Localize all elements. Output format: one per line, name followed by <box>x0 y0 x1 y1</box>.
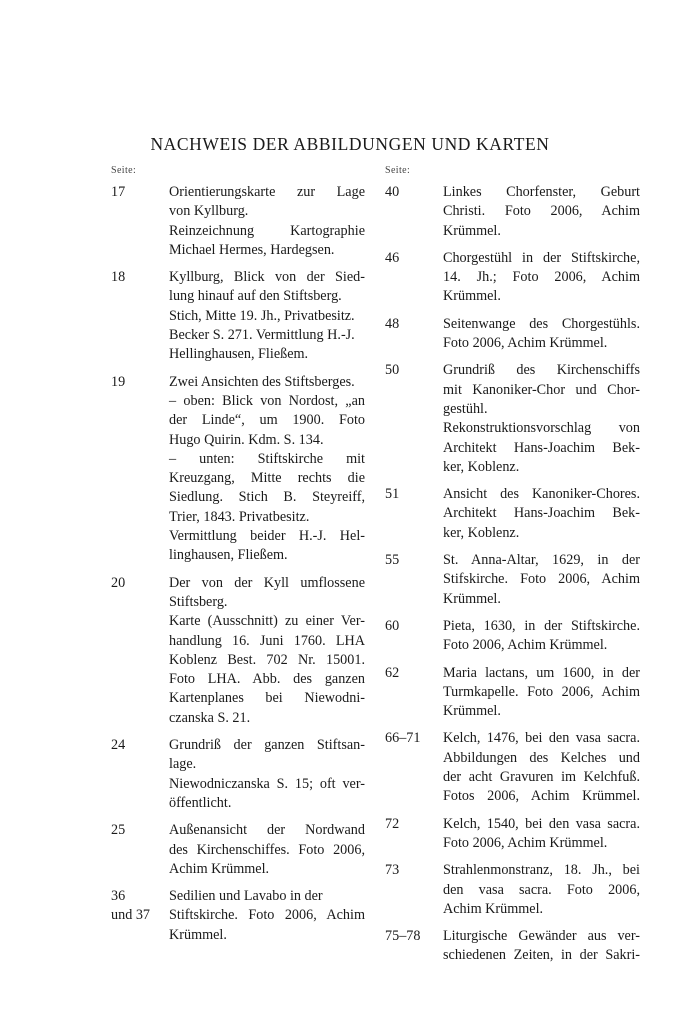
description-line: Achim Krümmel. <box>443 900 544 917</box>
description-line: Außenansicht der Nordwand <box>169 822 365 839</box>
page-number: 55 <box>385 552 400 569</box>
description-line: des Kirchenschiffes. Foto 2006, <box>169 841 365 858</box>
page-number: 19 <box>111 373 126 390</box>
description-line: Strahlenmonstranz, 18. Jh., bei <box>443 862 640 879</box>
description-line: Reinzeichnung Kartographie <box>169 222 365 239</box>
page-number: 25 <box>111 822 126 839</box>
description-line: handlung 16. Juni 1760. LHA <box>169 632 365 649</box>
description-line: czanska S. 21. <box>169 709 251 726</box>
description-line: Linkes Chorfenster, Geburt <box>443 184 640 200</box>
description-line: mit Kanoniker-Chor und Chor- <box>443 381 640 398</box>
index-entry <box>385 551 640 609</box>
index-entry <box>385 617 640 656</box>
page-reference <box>385 815 443 854</box>
description-line: Kartenplanes bei Niewodni- <box>169 690 365 707</box>
description-line: Ansicht des Kanoniker-Chores. <box>443 486 640 503</box>
index-entry <box>385 315 640 354</box>
left-column <box>111 165 365 953</box>
illustration-description <box>443 861 640 919</box>
page-number: 66–71 <box>385 730 421 747</box>
description-line: Stich, Mitte 19. Jh., Privatbesitz. <box>169 307 355 324</box>
page-reference <box>385 664 443 722</box>
description-line: Krümmel. <box>169 926 227 943</box>
index-entry <box>385 485 640 543</box>
description-line: Christi. Foto 2006, Achim <box>443 203 640 220</box>
description-line: Krümmel. <box>443 288 501 305</box>
description-line: ker, Koblenz. <box>443 524 520 541</box>
page-reference <box>111 887 169 945</box>
page-number: 73 <box>385 862 400 879</box>
description-line: lung hinauf auf den Stiftsberg. <box>169 288 342 305</box>
description-line: Foto 2006, Achim Krümmel. <box>443 335 608 352</box>
page-reference <box>385 927 443 966</box>
description-line: Krümmel. <box>443 703 501 720</box>
description-line: Orientierungskarte zur Lage <box>169 184 365 200</box>
illustration-description <box>443 617 640 656</box>
description-line: Achim Krümmel. <box>169 860 270 877</box>
illustration-description <box>169 268 365 364</box>
description-line: Sedilien und Lavabo in der <box>169 888 323 905</box>
illustration-description <box>169 373 365 566</box>
illustration-description <box>443 485 640 543</box>
page-number: 60 <box>385 617 400 634</box>
description-line: Foto LHA. Abb. des ganzen <box>169 671 365 688</box>
description-line: Koblenz Best. 702 Nr. 15001. <box>169 651 365 668</box>
description-line: von Kyllburg. <box>169 203 249 220</box>
description-line: Krümmel. <box>443 222 501 239</box>
index-entry <box>111 821 365 879</box>
index-entry <box>111 268 365 364</box>
description-line: öffentlicht. <box>169 794 232 811</box>
description-line: Michael Hermes, Hardegsen. <box>169 241 335 258</box>
page-reference <box>385 485 443 543</box>
illustration-description <box>169 736 365 813</box>
index-entry <box>111 373 365 566</box>
illustration-description <box>169 887 365 945</box>
page-reference <box>111 574 169 728</box>
index-entry <box>385 729 640 806</box>
page-number: 24 <box>111 737 126 754</box>
illustration-description <box>443 249 640 307</box>
illustration-description <box>443 815 640 854</box>
description-line: Stiftsberg. <box>169 593 228 610</box>
illustration-description <box>443 664 640 722</box>
description-line: Becker S. 271. Vermittlung H.-J. <box>169 327 355 344</box>
index-entry <box>385 861 640 919</box>
column-label-seite: Seite: <box>111 165 137 176</box>
index-entry <box>385 249 640 307</box>
description-line: lage. <box>169 756 197 773</box>
description-line: linghausen, Fließem. <box>169 547 288 564</box>
page-reference <box>385 361 443 477</box>
right-column <box>385 165 640 974</box>
description-line: Liturgische Gewänder aus ver- <box>443 928 640 945</box>
column-label-seite: Seite: <box>385 165 411 176</box>
description-line: – unten: Stiftskirche mit <box>169 450 365 467</box>
description-line: Chorgestühl in der Stiftskirche, <box>443 249 640 266</box>
index-entry <box>385 183 640 241</box>
description-line: der Linde“, um 1900. Foto <box>169 412 365 429</box>
page-number: 50 <box>385 362 400 379</box>
page-reference <box>111 821 169 879</box>
illustration-description <box>443 729 640 806</box>
right-entries <box>385 183 640 966</box>
description-line: Grundriß der ganzen Stiftsan- <box>169 737 365 754</box>
description-line: Fotos 2006, Achim Krümmel. <box>443 788 640 805</box>
page-number: 20 <box>111 574 126 591</box>
description-line: Kelch, 1540, bei den vasa sacra. <box>443 815 640 832</box>
description-line: schiedenen Zeiten, in der Sakri- <box>443 947 640 964</box>
description-line: Hugo Quirin. Kdm. S. 134. <box>169 431 324 448</box>
index-entry <box>385 361 640 477</box>
page-number: 36 <box>111 888 126 905</box>
index-entry <box>111 183 365 260</box>
index-entry <box>385 664 640 722</box>
description-line: Grundriß des Kirchenschiffs <box>443 362 640 379</box>
description-line: Abbildungen des Kelches und <box>443 749 640 766</box>
illustration-description <box>169 821 365 879</box>
description-line: Siedlung. Stich B. Steyreiff, <box>169 489 365 506</box>
description-line: St. Anna-Altar, 1629, in der <box>443 552 640 569</box>
description-line: Turmkapelle. Foto 2006, Achim <box>443 683 640 700</box>
page-number: 40 <box>385 184 400 200</box>
page-reference <box>385 183 443 241</box>
description-line: Foto 2006, Achim Krümmel. <box>443 834 608 851</box>
description-line: Rekonstruktionsvorschlag von <box>443 420 640 437</box>
description-line: Kyllburg, Blick von der Sied- <box>169 269 365 286</box>
index-entry <box>385 815 640 854</box>
description-line: ker, Koblenz. <box>443 458 520 475</box>
description-line: Zwei Ansichten des Stiftsberges. <box>169 373 355 390</box>
illustration-description <box>169 574 365 728</box>
description-line: der acht Gravuren im Kelchfuß. <box>443 769 640 786</box>
page-title: NACHWEIS DER ABBILDUNGEN UND KARTEN <box>150 134 550 154</box>
page-reference <box>385 551 443 609</box>
illustration-description <box>443 315 640 354</box>
index-entry <box>111 887 365 945</box>
description-line: Vermittlung beider H.-J. Hel- <box>169 528 365 545</box>
page-reference <box>111 268 169 364</box>
description-line: Der von der Kyll umflossene <box>169 574 365 591</box>
description-line: Seitenwange des Chorgestühls. <box>443 315 640 332</box>
description-line: Kelch, 1476, bei den vasa sacra. <box>443 730 640 747</box>
description-line: – oben: Blick von Nordost, „an <box>169 392 365 409</box>
page-reference <box>385 729 443 806</box>
description-line: Pieta, 1630, in der Stiftskirche. <box>443 617 640 634</box>
page-number: 18 <box>111 269 126 286</box>
illustration-description <box>443 551 640 609</box>
page-reference <box>111 373 169 566</box>
page-number: und 37 <box>111 907 151 924</box>
description-line: Trier, 1843. Privatbesitz. <box>169 508 310 525</box>
description-line: Architekt Hans-Joachim Bek- <box>443 505 640 522</box>
description-line: Foto 2006, Achim Krümmel. <box>443 637 608 654</box>
page-reference <box>385 315 443 354</box>
page-number: 17 <box>111 184 126 200</box>
index-entry <box>111 574 365 728</box>
page-number: 72 <box>385 815 400 832</box>
description-line: Stifskirche. Foto 2006, Achim <box>443 571 640 588</box>
description-line: Karte (Ausschnitt) zu einer Ver- <box>169 613 365 630</box>
description-line: Krümmel. <box>443 590 501 607</box>
illustration-description <box>443 927 640 966</box>
page-number: 62 <box>385 664 400 681</box>
page-number: 46 <box>385 249 400 266</box>
index-entry <box>385 927 640 966</box>
illustration-description <box>443 361 640 477</box>
page-number: 51 <box>385 486 400 503</box>
page-reference <box>385 861 443 919</box>
description-line: den vasa sacra. Foto 2006, <box>443 881 640 898</box>
page-number: 75–78 <box>385 928 421 945</box>
description-line: Hellinghausen, Fließem. <box>169 346 309 363</box>
page-number: 48 <box>385 315 400 332</box>
page-reference <box>111 736 169 813</box>
description-line: Niewodniczanska S. 15; oft ver- <box>169 775 365 792</box>
page-reference <box>385 617 443 656</box>
description-line: Architekt Hans-Joachim Bek- <box>443 439 640 456</box>
description-line: 14. Jh.; Foto 2006, Achim <box>443 269 640 286</box>
page-reference <box>385 249 443 307</box>
illustration-description <box>443 183 640 241</box>
description-line: Kreuzgang, Mitte rechts die <box>169 470 365 487</box>
index-entry <box>111 736 365 813</box>
left-entries <box>111 183 365 945</box>
description-line: gestühl. <box>443 400 488 417</box>
description-line: Maria lactans, um 1600, in der <box>443 664 640 681</box>
description-line: Stiftskirche. Foto 2006, Achim <box>169 907 365 924</box>
illustration-description <box>169 183 365 260</box>
page-reference <box>111 183 169 260</box>
